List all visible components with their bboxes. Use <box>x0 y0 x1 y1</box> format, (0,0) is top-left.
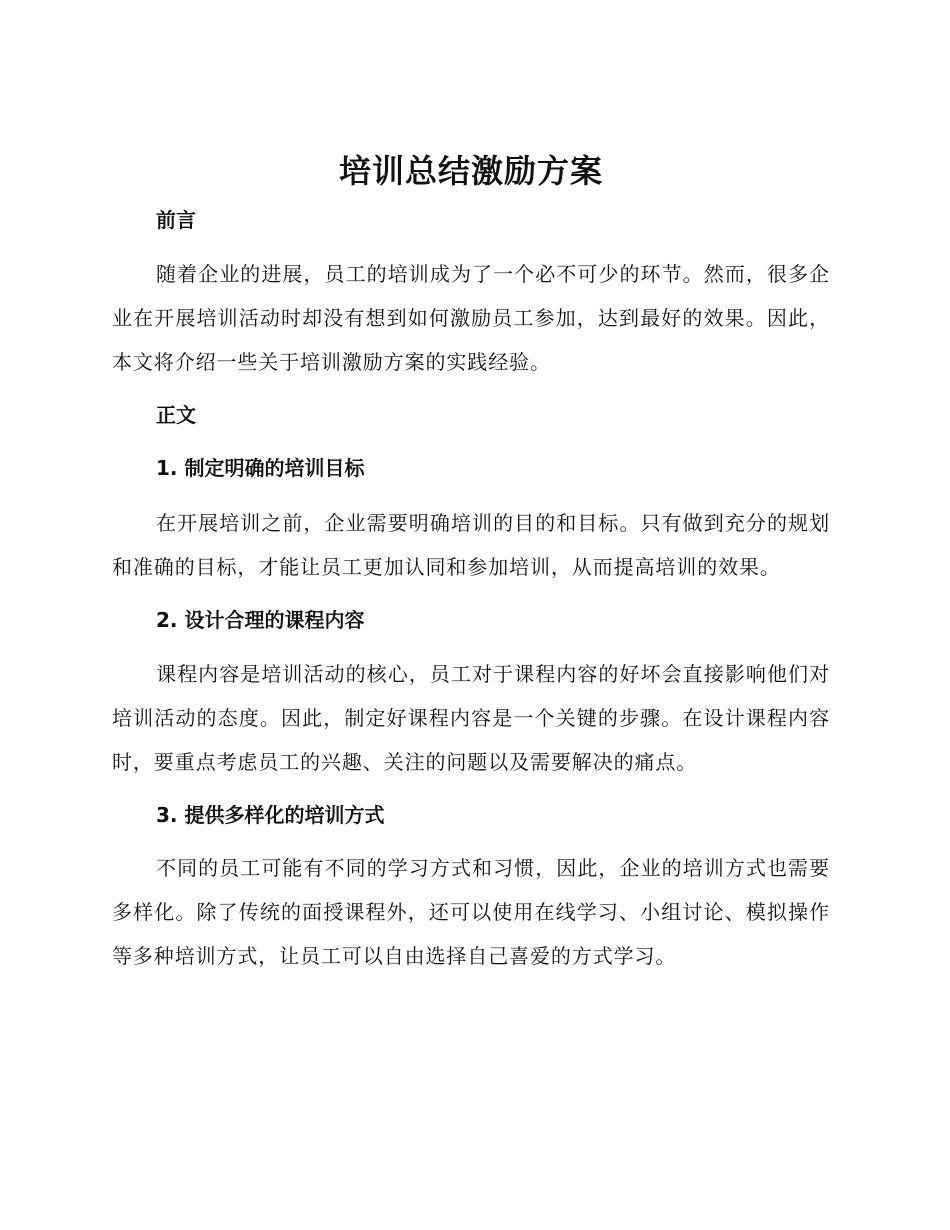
section-heading-preface: 前言 <box>156 208 196 232</box>
paragraph-preface: 随着企业的进展，员工的培训成为了一个必不可少的环节。然而，很多企业在开展培训活动时却没有想到如何激励员工参加，达到最好的效果。因此，本文将介绍一些关于培训激励方案的实践经验。 <box>112 262 830 374</box>
document-title: 培训总结激励方案 <box>338 152 603 190</box>
section-heading-2: 2. 设计合理的课程内容 <box>156 608 365 632</box>
section-heading-body: 正文 <box>156 403 196 427</box>
section-heading-1: 1. 制定明确的培训目标 <box>156 456 365 480</box>
paragraph-2: 课程内容是培训活动的核心，员工对于课程内容的好坏会直接影响他们对培训活动的态度。因此，制定好课程内容是一个关键的步骤。在设计课程内容时，要重点考虑员工的兴趣、关注的问题以及需要解决的痛点。 <box>112 662 830 774</box>
paragraph-1: 在开展培训之前，企业需要明确培训的目的和目标。只有做到充分的规划和准确的目标，才能让员工更加认同和参加培训，从而提高培训的效果。 <box>112 511 830 579</box>
paragraph-3: 不同的员工可能有不同的学习方式和习惯，因此，企业的培训方式也需要多样化。除了传统的面授课程外，还可以使用在线学习、小组讨论、模拟操作等多种培训方式，让员工可以自由选择自己喜爱的方式学习。 <box>112 856 830 968</box>
section-heading-3: 3. 提供多样化的培训方式 <box>156 803 385 827</box>
